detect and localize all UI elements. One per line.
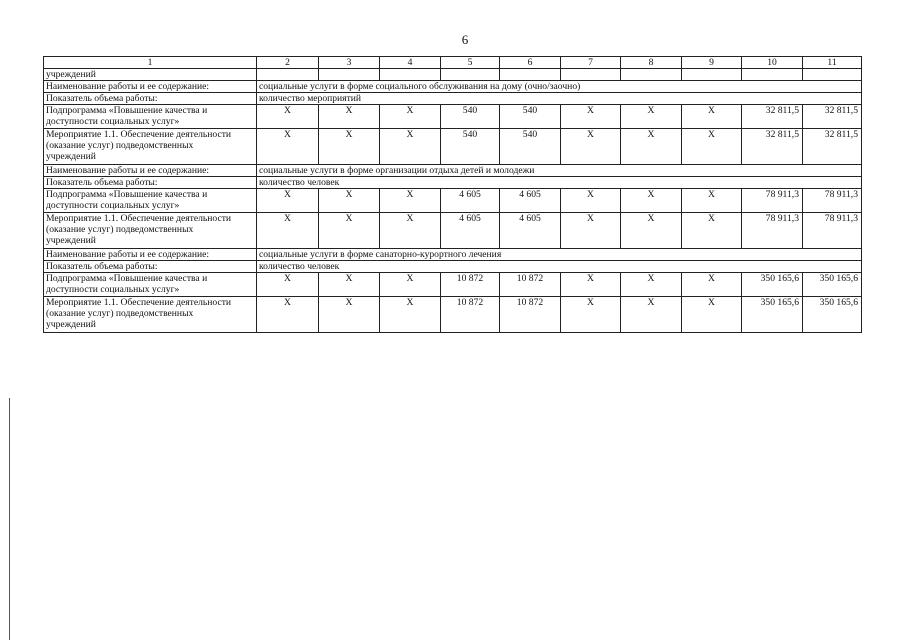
work-name-row	[44, 81, 862, 93]
value-cell-c3: Х	[319, 273, 380, 297]
value-cell-c4: Х	[380, 189, 441, 213]
work-name-value: социальные услуги в форме социального обслуживания на дому (очно/заочно)	[257, 81, 862, 93]
value-cell-c6: 10 872	[500, 273, 561, 297]
header-cell: 8	[621, 57, 682, 69]
value-cell-c11: 32 811,5	[803, 105, 862, 129]
header-cell: 1	[44, 57, 257, 69]
page-number: 6	[461, 32, 469, 47]
table-row	[44, 273, 862, 297]
row-title-text: Подпрограмма «Повышение качества и доступности социальных услуг»	[46, 189, 208, 211]
indicator-row	[44, 177, 862, 189]
value-cell-c5: 4 605	[441, 189, 500, 213]
value-cell-c8: Х	[621, 273, 682, 297]
value-cell-c3: Х	[319, 129, 380, 165]
header-cell: 7	[561, 57, 621, 69]
indicator-value: количество мероприятий	[257, 93, 862, 105]
header-cell: 9	[682, 57, 742, 69]
value-cell-c7: Х	[561, 213, 621, 249]
subprogram-title	[44, 273, 257, 297]
continuation-cell: учреждений	[44, 69, 257, 81]
row-title-text: Подпрограмма «Повышение качества и доступности социальных услуг»	[46, 273, 208, 295]
work-name-label: Наименование работы и ее содержание:	[44, 165, 257, 177]
indicator-label: Показатель объема работы:	[44, 261, 257, 273]
value-cell-c2: Х	[257, 105, 319, 129]
value-cell-c6: 4 605	[500, 189, 561, 213]
header-cell: 3	[319, 57, 380, 69]
value-cell-c3: Х	[319, 105, 380, 129]
value-cell-c4: Х	[380, 105, 441, 129]
subprogram-title	[44, 105, 257, 129]
indicator-value: количество человек	[257, 261, 862, 273]
value-cell-c4: Х	[380, 297, 441, 333]
value-cell-c10: 32 811,5	[742, 129, 803, 165]
value-cell-c10: 78 911,3	[742, 213, 803, 249]
header-cell: 6	[500, 57, 561, 69]
value-cell-c9: Х	[682, 129, 742, 165]
work-name-label: Наименование работы и ее содержание:	[44, 249, 257, 261]
value-cell-c3: Х	[319, 297, 380, 333]
value-cell-c9: Х	[682, 189, 742, 213]
header-cell: 4	[380, 57, 441, 69]
value-cell-c8: Х	[621, 105, 682, 129]
value-cell-c10: 350 165,6	[742, 273, 803, 297]
value-cell-c9: Х	[682, 213, 742, 249]
value-cell-c8: Х	[621, 297, 682, 333]
work-name-row	[44, 165, 862, 177]
work-name-value: социальные услуги в форме санаторно-курортного лечения	[257, 249, 862, 261]
value-cell-c3: Х	[319, 189, 380, 213]
header-cell: 10	[742, 57, 803, 69]
header-cell: 11	[803, 57, 862, 69]
value-cell-c2: Х	[257, 213, 319, 249]
value-cell-c5: 10 872	[441, 273, 500, 297]
table-row	[44, 105, 862, 129]
table-row	[44, 213, 862, 249]
work-name-value: социальные услуги в форме организации отдыха детей и молодежи	[257, 165, 862, 177]
value-cell-c7: Х	[561, 129, 621, 165]
indicator-label: Показатель объема работы:	[44, 93, 257, 105]
value-cell-c11: 350 165,6	[803, 273, 862, 297]
value-cell-c2: Х	[257, 273, 319, 297]
row-title-text: Подпрограмма «Повышение качества и доступности социальных услуг»	[46, 105, 208, 127]
value-cell-c2: Х	[257, 189, 319, 213]
value-cell-c10: 350 165,6	[742, 297, 803, 333]
value-cell-c5: 4 605	[441, 213, 500, 249]
value-cell-c8: Х	[621, 189, 682, 213]
value-cell-c5: 10 872	[441, 297, 500, 333]
value-cell-c7: Х	[561, 273, 621, 297]
value-cell-c4: Х	[380, 273, 441, 297]
value-cell-c9: Х	[682, 297, 742, 333]
value-cell-c7: Х	[561, 105, 621, 129]
budget-table	[43, 56, 862, 333]
row-title-text: Мероприятие 1.1. Обеспечение деятельности (оказание услуг) подведомственных учреждений	[46, 297, 232, 330]
value-cell-c10: 32 811,5	[742, 105, 803, 129]
column-number-row	[44, 57, 862, 69]
indicator-row	[44, 261, 862, 273]
row-title-text: Мероприятие 1.1. Обеспечение деятельности (оказание услуг) подведомственных учреждений	[46, 129, 232, 162]
value-cell-c9: Х	[682, 273, 742, 297]
continuation-row	[44, 69, 862, 81]
value-cell-c10: 78 911,3	[742, 189, 803, 213]
value-cell-c2: Х	[257, 297, 319, 333]
table-row	[44, 297, 862, 333]
value-cell-c11: 78 911,3	[803, 213, 862, 249]
measure-title	[44, 129, 257, 165]
value-cell-c8: Х	[621, 213, 682, 249]
value-cell-c6: 10 872	[500, 297, 561, 333]
value-cell-c6: 4 605	[500, 213, 561, 249]
subprogram-title	[44, 189, 257, 213]
value-cell-c9: Х	[682, 105, 742, 129]
row-title-text: Мероприятие 1.1. Обеспечение деятельности (оказание услуг) подведомственных учреждений	[46, 213, 232, 246]
table-row	[44, 189, 862, 213]
table-row	[44, 129, 862, 165]
value-cell-c5: 540	[441, 129, 500, 165]
work-name-label: Наименование работы и ее содержание:	[44, 81, 257, 93]
value-cell-c11: 32 811,5	[803, 129, 862, 165]
value-cell-c6: 540	[500, 129, 561, 165]
header-cell: 5	[441, 57, 500, 69]
header-cell: 2	[257, 57, 319, 69]
measure-title	[44, 297, 257, 333]
value-cell-c2: Х	[257, 129, 319, 165]
value-cell-c6: 540	[500, 105, 561, 129]
value-cell-c8: Х	[621, 129, 682, 165]
indicator-label: Показатель объема работы:	[44, 177, 257, 189]
indicator-row	[44, 93, 862, 105]
value-cell-c5: 540	[441, 105, 500, 129]
value-cell-c3: Х	[319, 213, 380, 249]
value-cell-c11: 350 165,6	[803, 297, 862, 333]
work-name-row	[44, 249, 862, 261]
value-cell-c4: Х	[380, 213, 441, 249]
measure-title	[44, 213, 257, 249]
scan-edge-line	[9, 398, 10, 640]
value-cell-c7: Х	[561, 297, 621, 333]
value-cell-c7: Х	[561, 189, 621, 213]
indicator-value: количество человек	[257, 177, 862, 189]
value-cell-c4: Х	[380, 129, 441, 165]
value-cell-c11: 78 911,3	[803, 189, 862, 213]
